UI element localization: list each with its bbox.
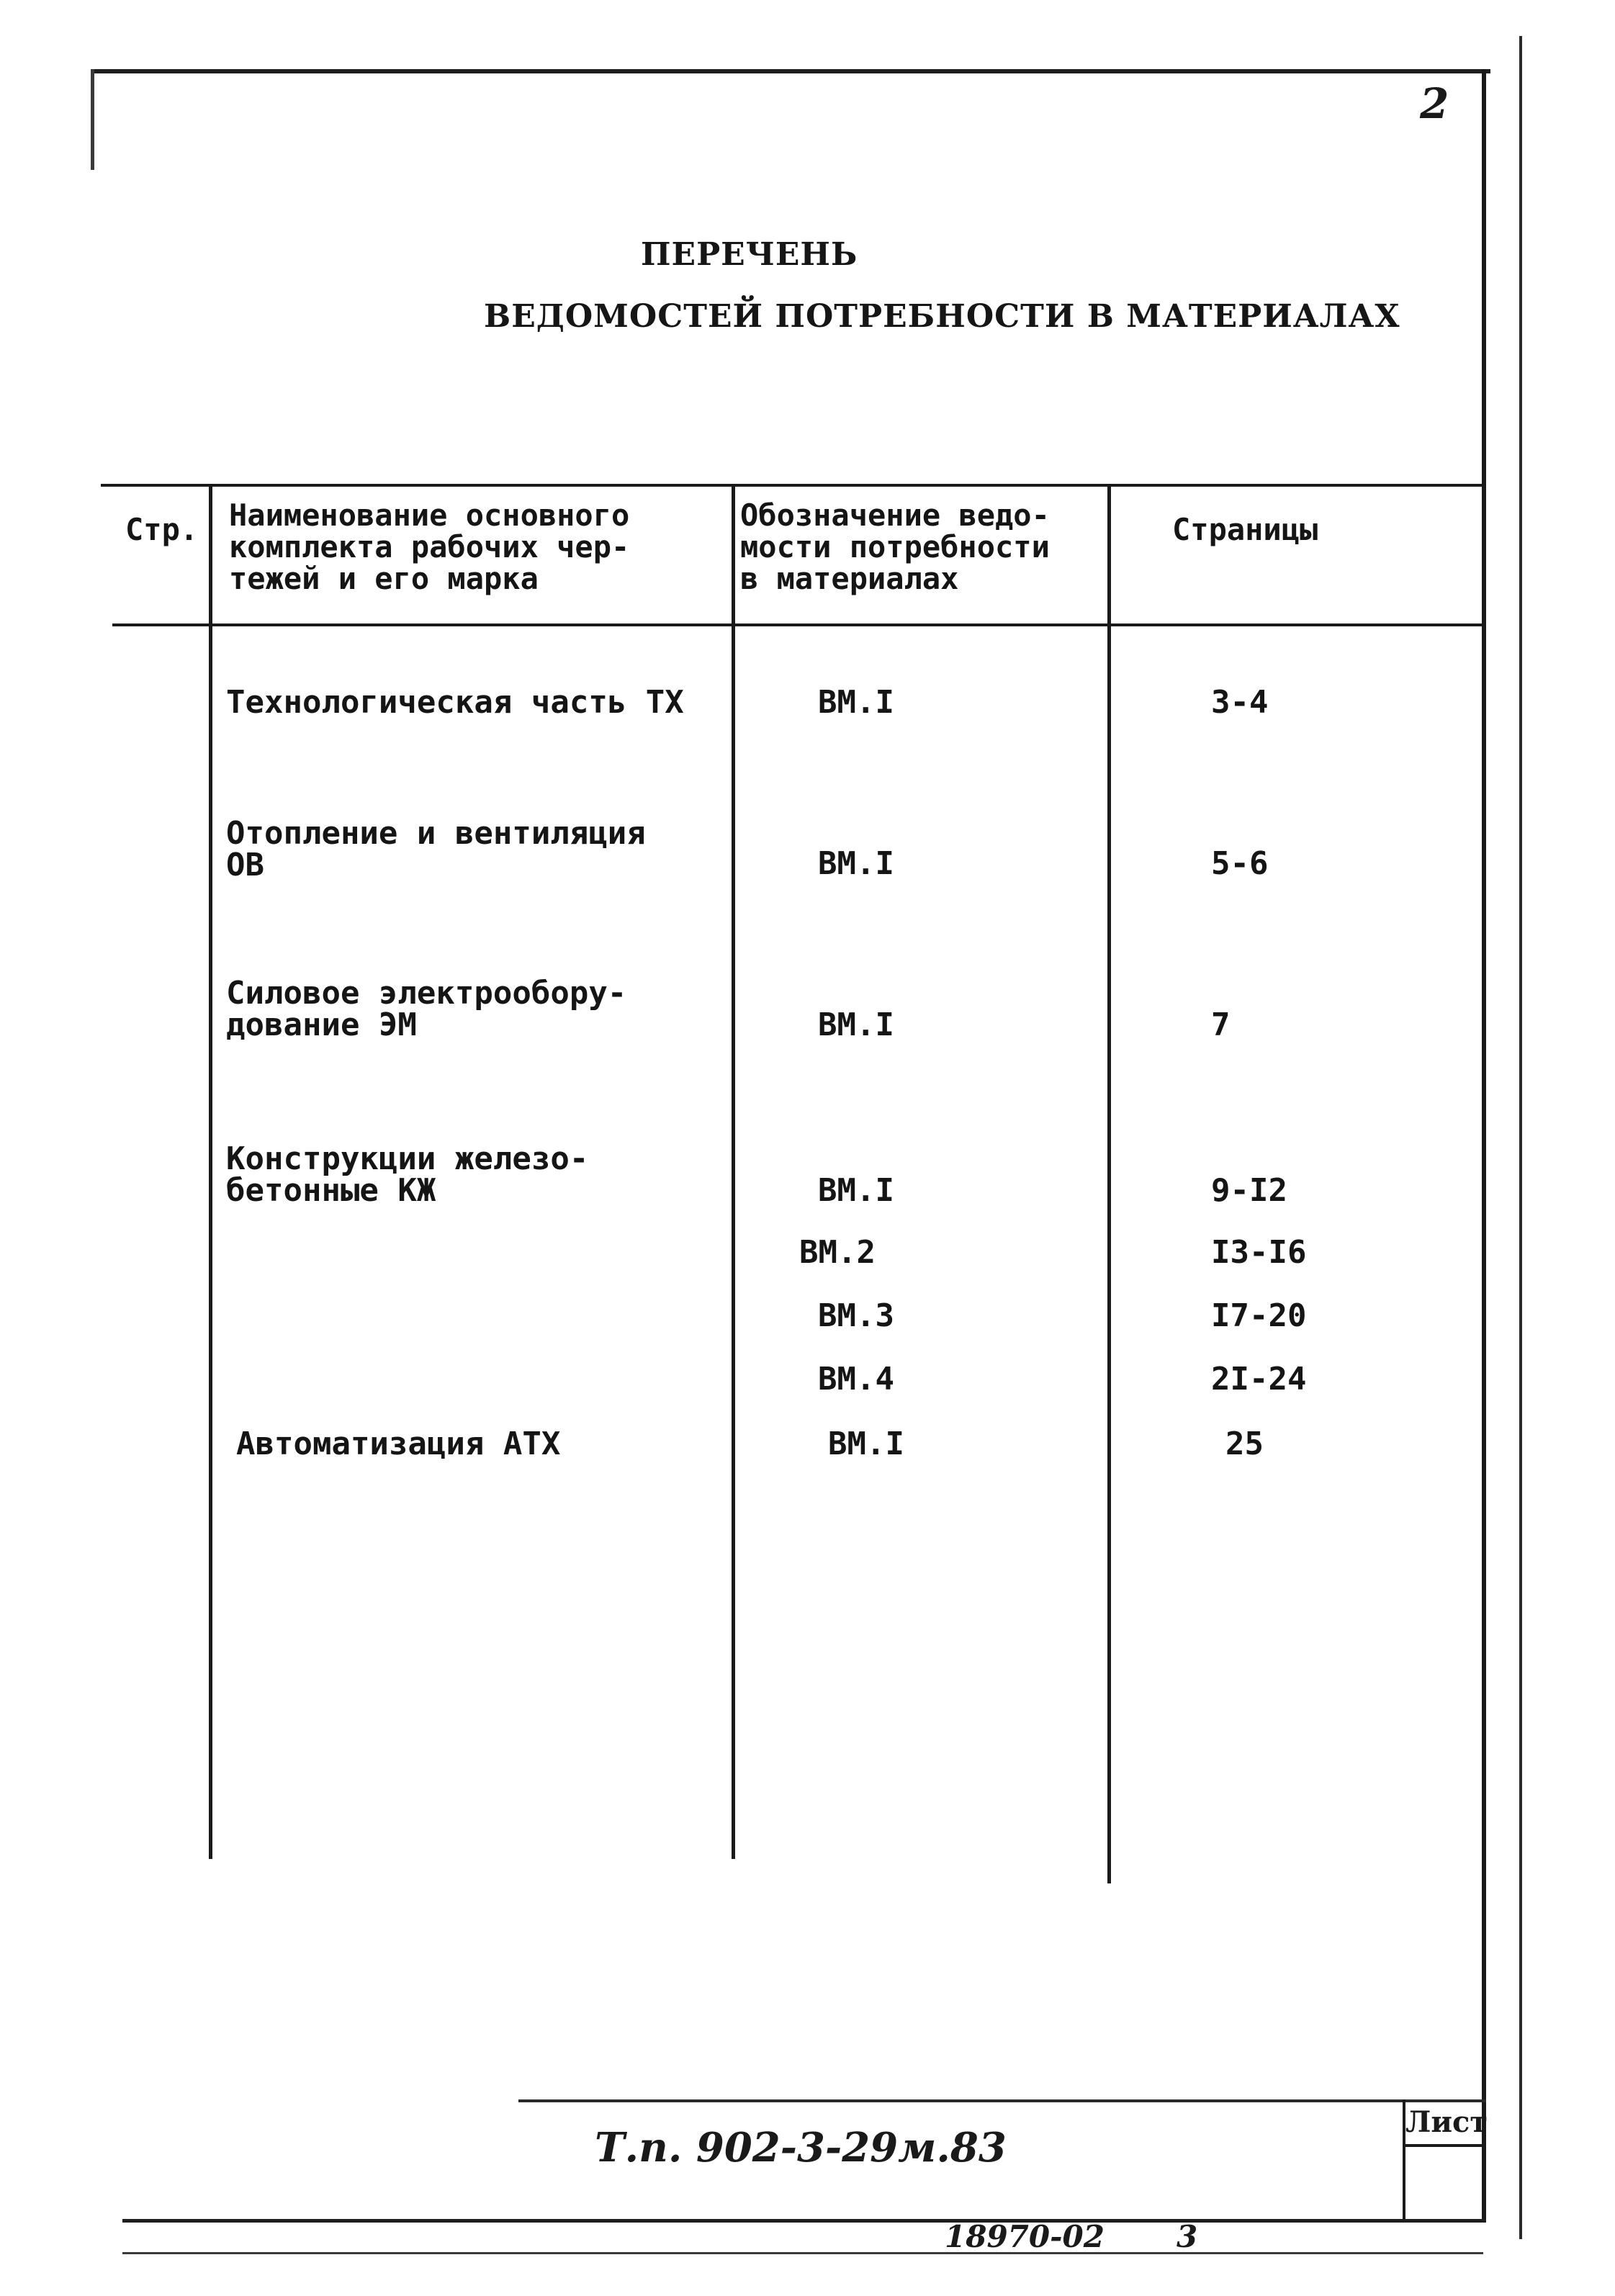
row-code: ВМ.I [818, 684, 894, 721]
row-pages: I3-I6 [1211, 1234, 1307, 1271]
table-col-divider-3 [1107, 487, 1111, 1883]
page-title-text: ПЕРЕЧЕНЬ [641, 236, 858, 273]
header-designation: Обозначение ведо- мости потребности в материалах [740, 498, 1050, 596]
frame-bottom-border-2 [122, 2219, 1486, 2223]
row-pages: 25 [1225, 1426, 1264, 1462]
row-name: Силовое электрообору- дование ЭМ [226, 975, 627, 1043]
row-pages: I7-20 [1211, 1297, 1307, 1334]
row-code: ВМ.I [818, 845, 894, 882]
inventory-number: 18970-02 [945, 2219, 1105, 2254]
table-header-bottom-border [112, 623, 1486, 626]
row-name: Конструкции железо- бетонные КЖ [226, 1140, 589, 1209]
frame-bottom-border [518, 2099, 1486, 2102]
row-code: ВМ.3 [818, 1297, 894, 1334]
frame-right-border [1482, 69, 1486, 2222]
header-page: Стр. [125, 512, 199, 547]
frame-right-outer-border [1519, 36, 1522, 2239]
frame-top-border [94, 69, 1490, 73]
row-pages: 7 [1211, 1007, 1231, 1043]
row-pages: 3-4 [1211, 684, 1269, 721]
sheet-number: 3 [1177, 2219, 1198, 2254]
row-code: ВМ.2 [799, 1234, 876, 1271]
row-code: ВМ.I [818, 1007, 894, 1043]
table-col-divider-1 [209, 487, 212, 1859]
row-code: ВМ.4 [818, 1361, 894, 1397]
frame-bottom-border-3 [122, 2252, 1483, 2254]
page-number: 2 [1420, 79, 1449, 128]
row-name: Отопление и вентиляция ОВ [226, 815, 646, 883]
table-col-divider-2 [732, 487, 735, 1859]
page-title-line2: ВЕДОМОСТЕЙ ПОТРЕБНОСТИ В МАТЕРИАЛАХ [484, 298, 1400, 335]
sheet-label: Лист [1405, 2105, 1488, 2139]
frame-left-border [91, 69, 94, 170]
header-kit-name: Наименование основного комплекта рабочих чер- тежей и его марка [229, 498, 630, 596]
header-pages: Страницы [1172, 512, 1318, 547]
row-code: ВМ.I [828, 1426, 904, 1462]
table-top-border [101, 484, 1486, 487]
row-pages: 5-6 [1211, 845, 1269, 882]
row-name: Технологическая часть ТХ [226, 684, 684, 721]
row-code: ВМ.I [818, 1172, 894, 1209]
row-pages: 9-I2 [1211, 1172, 1287, 1209]
row-pages: 2I-24 [1211, 1361, 1307, 1397]
document-designation: Т.п. 902-3-29м.83 [595, 2124, 1007, 2171]
row-name: Автоматизация АТХ [236, 1426, 561, 1462]
